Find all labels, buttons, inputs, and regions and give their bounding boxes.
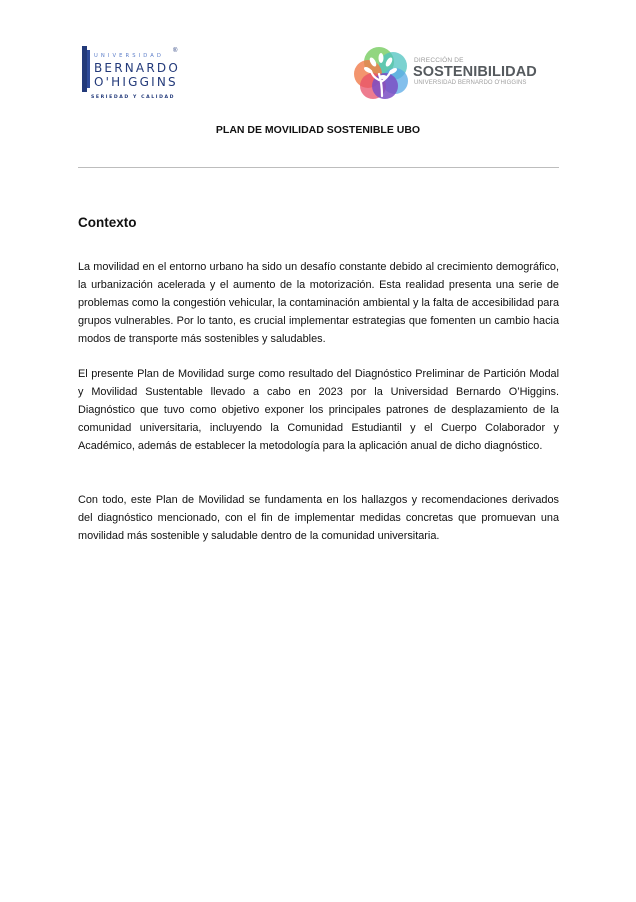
ubo-logo-bernardo: BERNARDO <box>94 61 180 75</box>
registered-mark: ® <box>173 48 178 54</box>
paragraph: Con todo, este Plan de Movilidad se fundamenta en los hallazgos y recomendaciones derivados del diagnóstico mencionado, con el fin de implementar medidas concretas que promuevan una movilidad más sostenible y saludable dentro de la comunidad universitaria. <box>78 494 559 542</box>
paragraph: El presente Plan de Movilidad surge como resultado del Diagnóstico Preliminar de Partición Modal y Movilidad Sustentable llevado a cabo en 2023 por la Universidad Bernardo O’Higgins. Diagnóstico que tuvo como objetivo exponer los principales patrones de desplazamiento de la comunidad universitaria, incluyendo la Comunidad Estudiantil y el Cuerpo Colaborador y Académico, además de establecer la metodología para la aplicación anual de dicho diagnóstico. <box>78 368 559 452</box>
document-title: PLAN DE MOVILIDAD SOSTENIBLE UBO <box>215 124 421 136</box>
ubo-logo-tagline: SERIEDAD Y CALIDAD <box>91 95 176 100</box>
ubo-logo <box>82 46 192 102</box>
ubo-logo-universidad: UNIVERSIDAD <box>94 53 165 59</box>
section-heading: Contexto <box>78 215 137 230</box>
sustainability-logo <box>353 44 553 104</box>
ubo-logo-bar-accent <box>87 50 90 88</box>
sustainability-logo-title: SOSTENIBILIDAD <box>413 64 537 80</box>
sustainability-logo-university: UNIVERSIDAD BERNARDO O'HIGGINS <box>414 80 527 86</box>
tree-circle-icon <box>353 44 411 102</box>
paragraph: La movilidad en el entorno urbano ha sido un desafío constante debido al crecimiento demográfico, la urbanización acelerada y el aumento de la motorización. Esta realidad presenta una serie de problemas como la congestión vehicular, la contaminación ambiental y la falta de accesibilidad para grupos vulnerables. Por lo tanto, es crucial implementar estrategias que fomenten un cambio hacia modos de transporte más sostenibles y saludables. <box>78 261 559 345</box>
ubo-logo-ohiggins: O'HIGGINS <box>94 75 178 89</box>
header-divider <box>78 167 559 168</box>
sustainability-logo-direccion: DIRECCIÓN DE <box>414 57 464 64</box>
